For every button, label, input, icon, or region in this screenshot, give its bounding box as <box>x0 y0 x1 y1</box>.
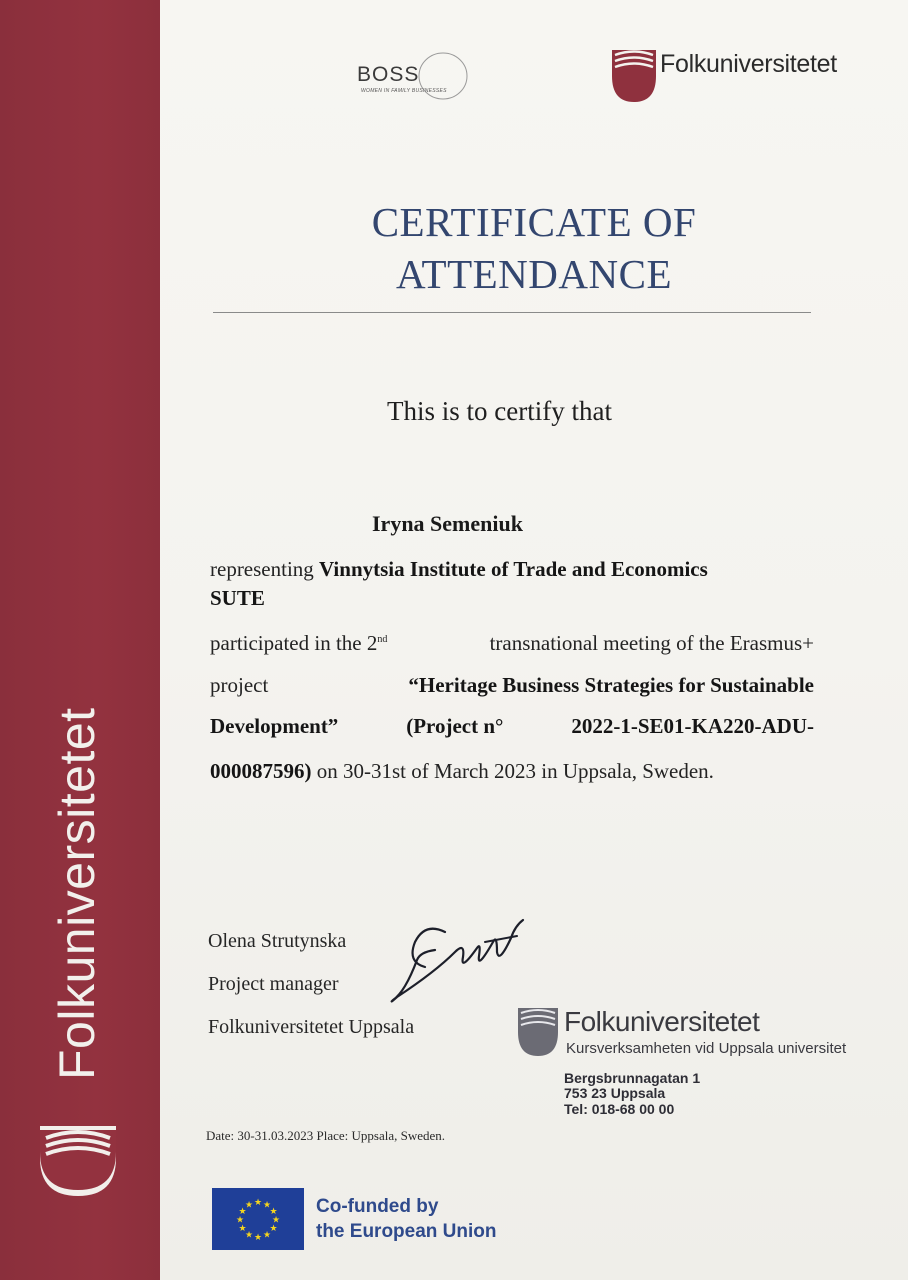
project-line <box>210 673 814 698</box>
svg-text:★: ★ <box>269 1224 278 1234</box>
boss-logo <box>355 50 471 102</box>
boss-tagline: WOMEN IN FAMILY BUSINESSES <box>361 88 447 94</box>
svg-text:★: ★ <box>262 1200 272 1211</box>
stamp-address-street: Bergsbrunnagatan 1 <box>564 1070 701 1086</box>
recipient-name: Iryna Semeniuk <box>372 511 523 536</box>
folkuniversitetet-logo <box>612 46 837 107</box>
project-no-b: 000087596) <box>210 759 312 783</box>
project-no-a: 2022-1-SE01-KA220-ADU- <box>571 714 814 738</box>
date-place: Date: 30-31.03.2023 Place: Uppsala, Sweden. <box>206 1128 446 1143</box>
svg-text:★: ★ <box>253 1233 263 1243</box>
svg-text:★: ★ <box>253 1198 263 1208</box>
eu-stars-icon <box>212 1188 304 1250</box>
institution-name: Vinnytsia Institute of Trade and Economics <box>319 557 708 581</box>
project-title-b: Development” <box>210 714 339 738</box>
svg-text:★: ★ <box>269 1207 278 1217</box>
sidebar-brand <box>28 707 123 1200</box>
project-label: project <box>210 673 269 697</box>
svg-text:★: ★ <box>244 1200 254 1211</box>
folkuniversitetet-logo-text: Folkuniversitetet <box>660 50 837 78</box>
sidebar-stripe <box>0 0 160 1280</box>
event-line <box>210 759 714 784</box>
institution-abbrev: SUTE <box>210 586 265 610</box>
organization-stamp <box>516 1004 847 1117</box>
sidebar-brand-text: Folkuniversitetet <box>49 707 105 1080</box>
boss-wordmark: BOSS <box>357 63 420 86</box>
event-text: on 30-31st of March 2023 in Uppsala, Sweden. <box>316 759 714 783</box>
svg-text:★: ★ <box>238 1207 247 1217</box>
project-no-label: (Project n° <box>406 714 504 738</box>
certificate-title-line2: ATTENDANCE <box>395 251 673 297</box>
stamp-address-city: 753 23 Uppsala <box>564 1085 666 1101</box>
eu-text-line1: Co-funded by <box>316 1196 439 1217</box>
svg-text:★: ★ <box>244 1230 254 1241</box>
signatory-name: Olena Strutynska <box>208 930 347 952</box>
project-title-a: “Heritage Business Strategies for Sustainable <box>408 673 814 697</box>
svg-text:★: ★ <box>238 1224 247 1234</box>
stamp-org-name: Folkuniversitetet <box>564 1006 760 1037</box>
folkuniversitetet-emblem-icon <box>36 1122 120 1200</box>
stamp-subtitle: Kursverksamheten vid Uppsala universitet <box>566 1040 847 1057</box>
stamp-phone: Tel: 018-68 00 00 <box>564 1101 675 1117</box>
handwritten-signature <box>385 912 535 1012</box>
ordinal-suffix: nd <box>377 634 388 645</box>
eu-text-line2: the European Union <box>316 1221 497 1242</box>
stamp-emblem-icon <box>516 1004 560 1058</box>
participation-text-a: participated in the 2nd <box>210 631 388 655</box>
project-number-line <box>210 714 814 739</box>
svg-text:★: ★ <box>235 1215 245 1226</box>
certificate-title-line1: CERTIFICATE OF <box>371 199 697 245</box>
folkuniversitetet-logo-icon <box>612 46 656 102</box>
title-divider <box>213 312 811 313</box>
svg-text:★: ★ <box>271 1215 281 1226</box>
participation-line <box>210 631 814 656</box>
svg-text:★: ★ <box>262 1230 272 1241</box>
signatory-organization: Folkuniversitetet Uppsala <box>208 1016 415 1038</box>
participation-text-b: transnational meeting of the Erasmus+ <box>489 631 814 655</box>
certify-intro: This is to certify that <box>387 396 612 426</box>
representing-label: representing <box>210 557 314 581</box>
signatory-role: Project manager <box>208 973 339 995</box>
eu-flag-icon <box>212 1188 304 1250</box>
representing-line <box>210 557 708 582</box>
